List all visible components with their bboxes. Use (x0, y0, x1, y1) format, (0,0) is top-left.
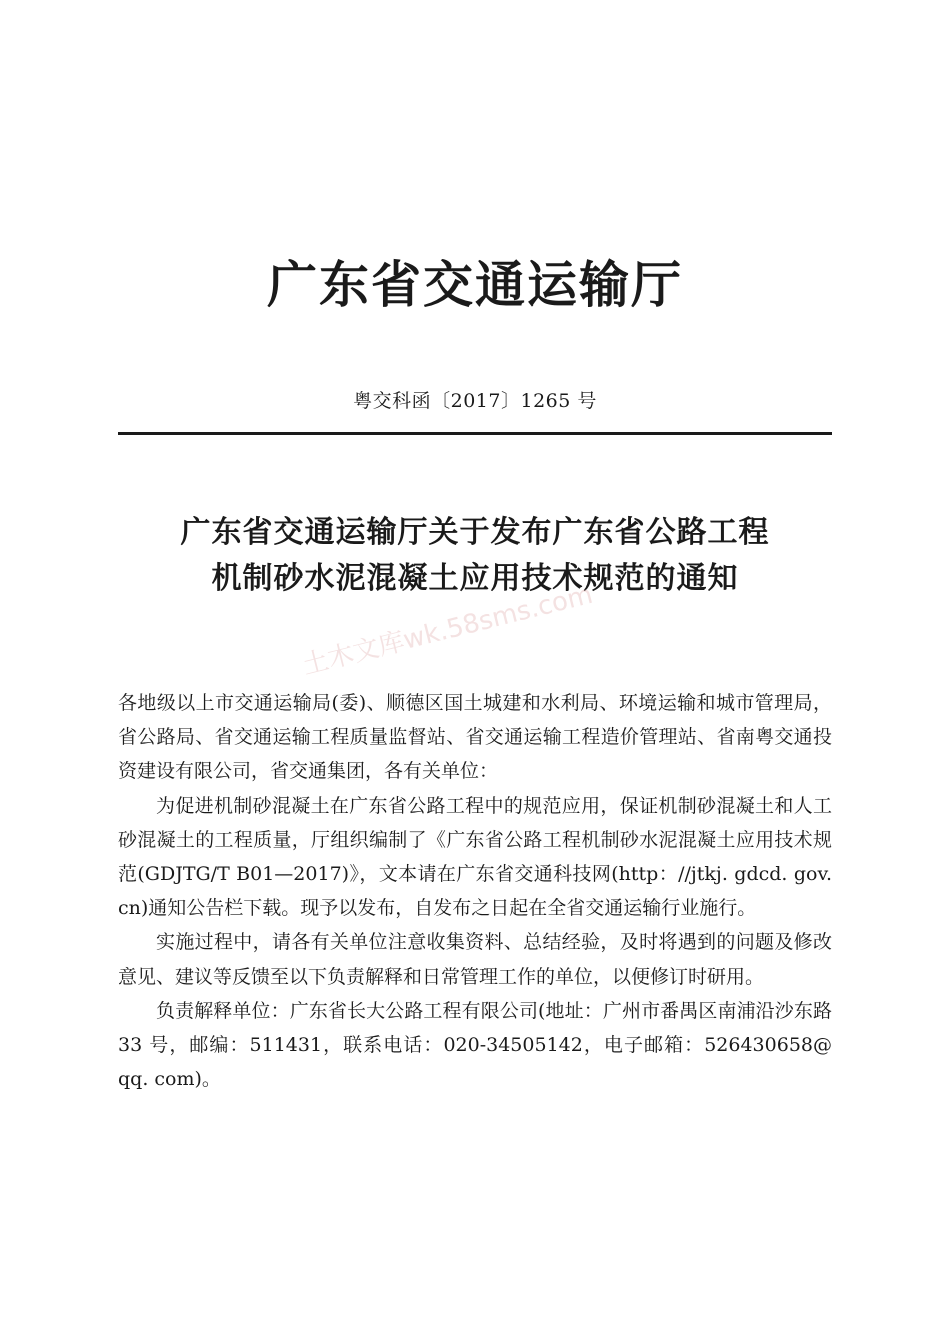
document-number: 粤交科函〔2017〕1265 号 (353, 390, 597, 412)
watermark: 土木文库wk.58sms.com (299, 579, 596, 681)
notice-title (0, 510, 950, 602)
body-text (118, 686, 832, 1096)
notice-title-line: 机制砂水泥混凝土应用技术规范的通知 (211, 561, 739, 596)
notice-title-line: 广东省交通运输厅关于发布广东省公路工程 (180, 515, 770, 550)
addressees: 各地级以上市交通运输局(委)、顺德区国土城建和水利局、环境运输和城市管理局，省公路局、省交通运输工程质量监督站、省交通运输工程造价管理站、省南粤交通投资建设有限公司，省交通集团，各有关单位： (118, 692, 832, 783)
body-paragraph: 实施过程中，请各有关单位注意收集资料、总结经验，及时将遇到的问题及修改意见、建议等反馈至以下负责解释和日常管理工作的单位，以便修订时研用。 (118, 931, 832, 988)
body-paragraph: 为促进机制砂混凝土在广东省公路工程中的规范应用，保证机制砂混凝土和人工砂混凝土的工程质量，厅组织编制了《广东省公路工程机制砂水泥混凝土应用技术规范(GDJTG/T B01—2017)》，文本请在广东省交通科技网(http：//jtkj. gdcd. gov. cn)通知公告栏下载。现予以发布，自发布之日起在全省交通运输行业施行。 (118, 794, 832, 920)
issuer-title: 广东省交通运输厅 (267, 255, 683, 314)
body-paragraph: 负责解释单位：广东省长大公路工程有限公司(地址：广州市番禺区南浦沿沙东路 33 号，邮编：511431，联系电话：020-34505142，电子邮箱：526430658@ qq. com)。 (118, 999, 832, 1091)
header-divider (118, 432, 832, 435)
